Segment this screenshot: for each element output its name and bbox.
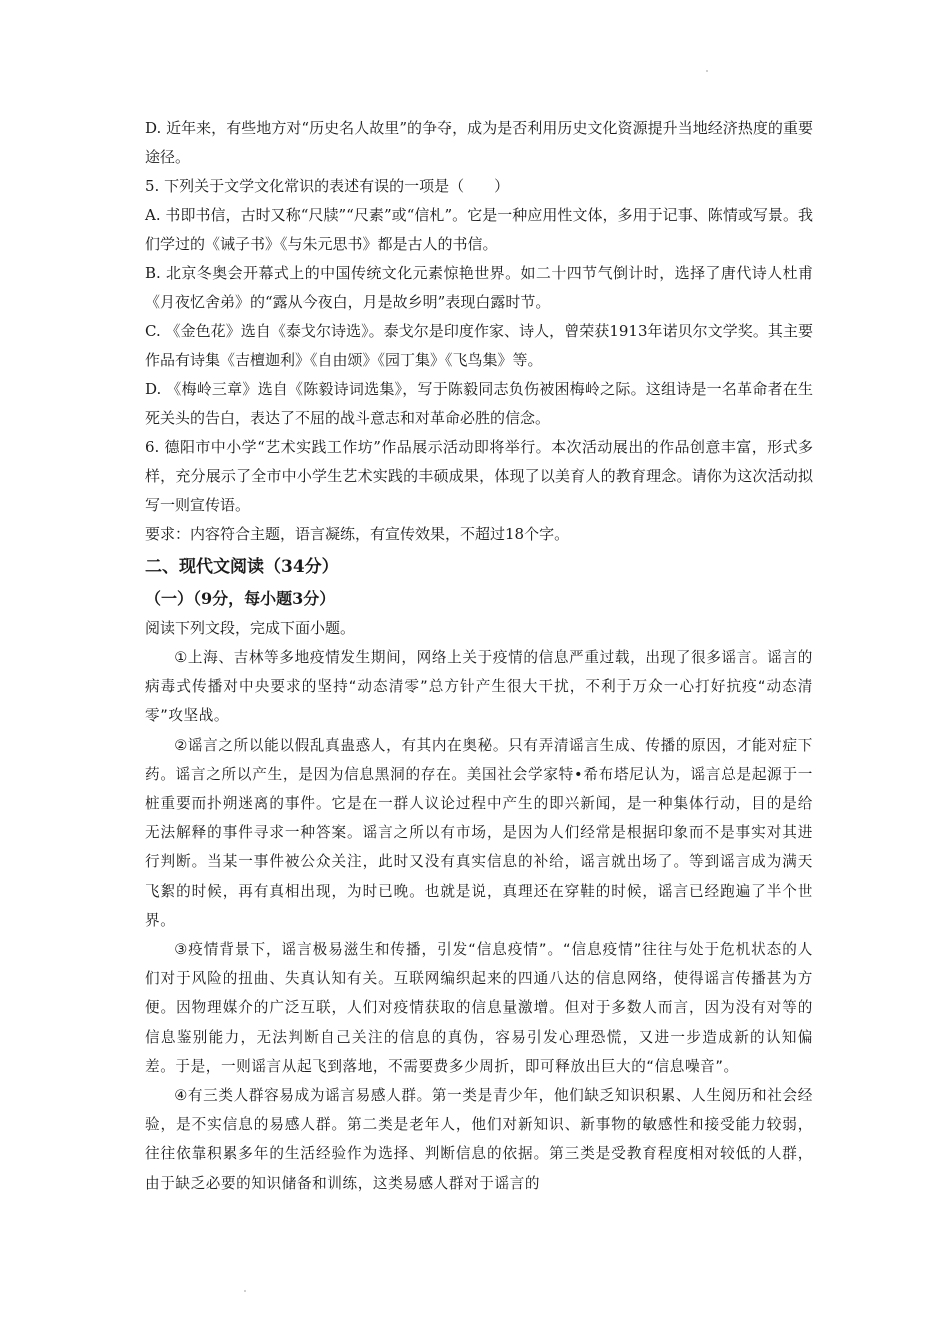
q5-option-b: B. 北京冬奥会开幕式上的中国传统文化元素惊艳世界。如二十四节气倒计时，选择了唐代诗人杜甫《月夜忆舍弟》的“露从今夜白，月是故乡明”表现白露时节。 [145, 264, 813, 311]
q5-option-d: D. 《梅岭三章》选自《陈毅诗词选集》，写于陈毅同志负伤被困梅岭之际。这组诗是一名革命者在生死关头的告白，表达了不屈的战斗意志和对革命必胜的信念。 [145, 380, 813, 427]
page-content [145, 114, 813, 1198]
scan-speck [706, 70, 708, 72]
q5-option-c: C. 《金色花》选自《泰戈尔诗选》。泰戈尔是印度作家、诗人，曾荣获1913年诺贝尔文学奖。其主要作品有诗集《吉檀迦利》《自由颂》《园丁集》《飞鸟集》等。 [145, 322, 813, 369]
part-heading: （一）（9分，每小题3分） [145, 589, 336, 608]
q5-stem: 5. 下列关于文学文化常识的表述有误的一项是（ ） [145, 177, 510, 195]
reading-instruction: 阅读下列文段，完成下面小题。 [145, 619, 356, 637]
passage-paragraph-4: ④有三类人群容易成为谣言易感人群。第一类是青少年，他们缺乏知识积累、人生阅历和社会经验，是不实信息的易感人群。第二类是老年人，他们对新知识、新事物的敏感性和接受能力较弱，往往依靠积累多年的生活经验作为选择、判断信息的依据。第三类是受教育程度相对较低的人群，由于缺乏必要的知识储备和训练，这类易感人群对于谣言的 [145, 1087, 813, 1192]
q6-stem: 6. 德阳市中小学“艺术实践工作坊”作品展示活动即将举行。本次活动展出的作品创意丰富，形式多样，充分展示了全市中小学生艺术实践的丰硕成果，体现了以美育人的教育理念。请你为这次活动拟写一则宣传语。 [145, 438, 813, 514]
q4-option-d: D. 近年来，有些地方对“历史名人故里”的争夺，成为是否利用历史文化资源提升当地经济热度的重要途径。 [145, 119, 813, 166]
q5-option-a: A. 书即书信，古时又称“尺牍”“尺素”或“信札”。它是一种应用性文体，多用于记事、陈情或写景。我们学过的《诫子书》《与朱元思书》都是古人的书信。 [145, 206, 813, 253]
reading-passage [145, 643, 813, 1198]
passage-paragraph-2: ②谣言之所以能以假乱真蛊惑人，有其内在奥秘。只有弄清谣言生成、传播的原因，才能对症下药。谣言之所以产生，是因为信息黑洞的存在。美国社会学家特•希布塔尼认为，谣言总是起源于一桩重要而扑朔迷离的事件。它是在一群人议论过程中产生的即兴新闻，是一种集体行动，目的是给无法解释的事件寻求一种答案。谣言之所以有市场，是因为人们经常是根据印象而不是事实对其进行判断。当某一事件被公众关注，此时又没有真实信息的补给，谣言就出场了。等到谣言成为满天飞絮的时候，再有真相出现，为时已晚。也就是说，真理还在穿鞋的时候，谣言已经跑遍了半个世界。 [145, 736, 813, 929]
section-heading: 二、现代文阅读（34分） [145, 557, 339, 577]
q6-requirement: 要求：内容符合主题，语言凝练，有宣传效果，不超过18个字。 [145, 525, 570, 543]
scan-speck [244, 1290, 246, 1292]
passage-paragraph-3: ③疫情背景下，谣言极易滋生和传播，引发“信息疫情”。“信息疫情”往往与处于危机状态的人们对于风险的扭曲、失真认知有关。互联网编织起来的四通八达的信息网络，使得谣言传播甚为方便。因物理媒介的广泛互联，人们对疫情获取的信息量激增。但对于多数人而言，因为没有对等的信息鉴别能力，无法判断自己关注的信息的真伪，容易引发心理恐慌，又进一步造成新的认知偏差。于是，一则谣言从起飞到落地，不需要费多少周折，即可释放出巨大的“信息噪音”。 [145, 941, 813, 1075]
passage-paragraph-1: ①上海、吉林等多地疫情发生期间，网络上关于疫情的信息严重过载，出现了很多谣言。谣言的病毒式传播对中央要求的坚持“动态清零”总方针产生很大干扰，不利于万众一心打好抗疫“动态清零”攻坚战。 [145, 649, 813, 725]
